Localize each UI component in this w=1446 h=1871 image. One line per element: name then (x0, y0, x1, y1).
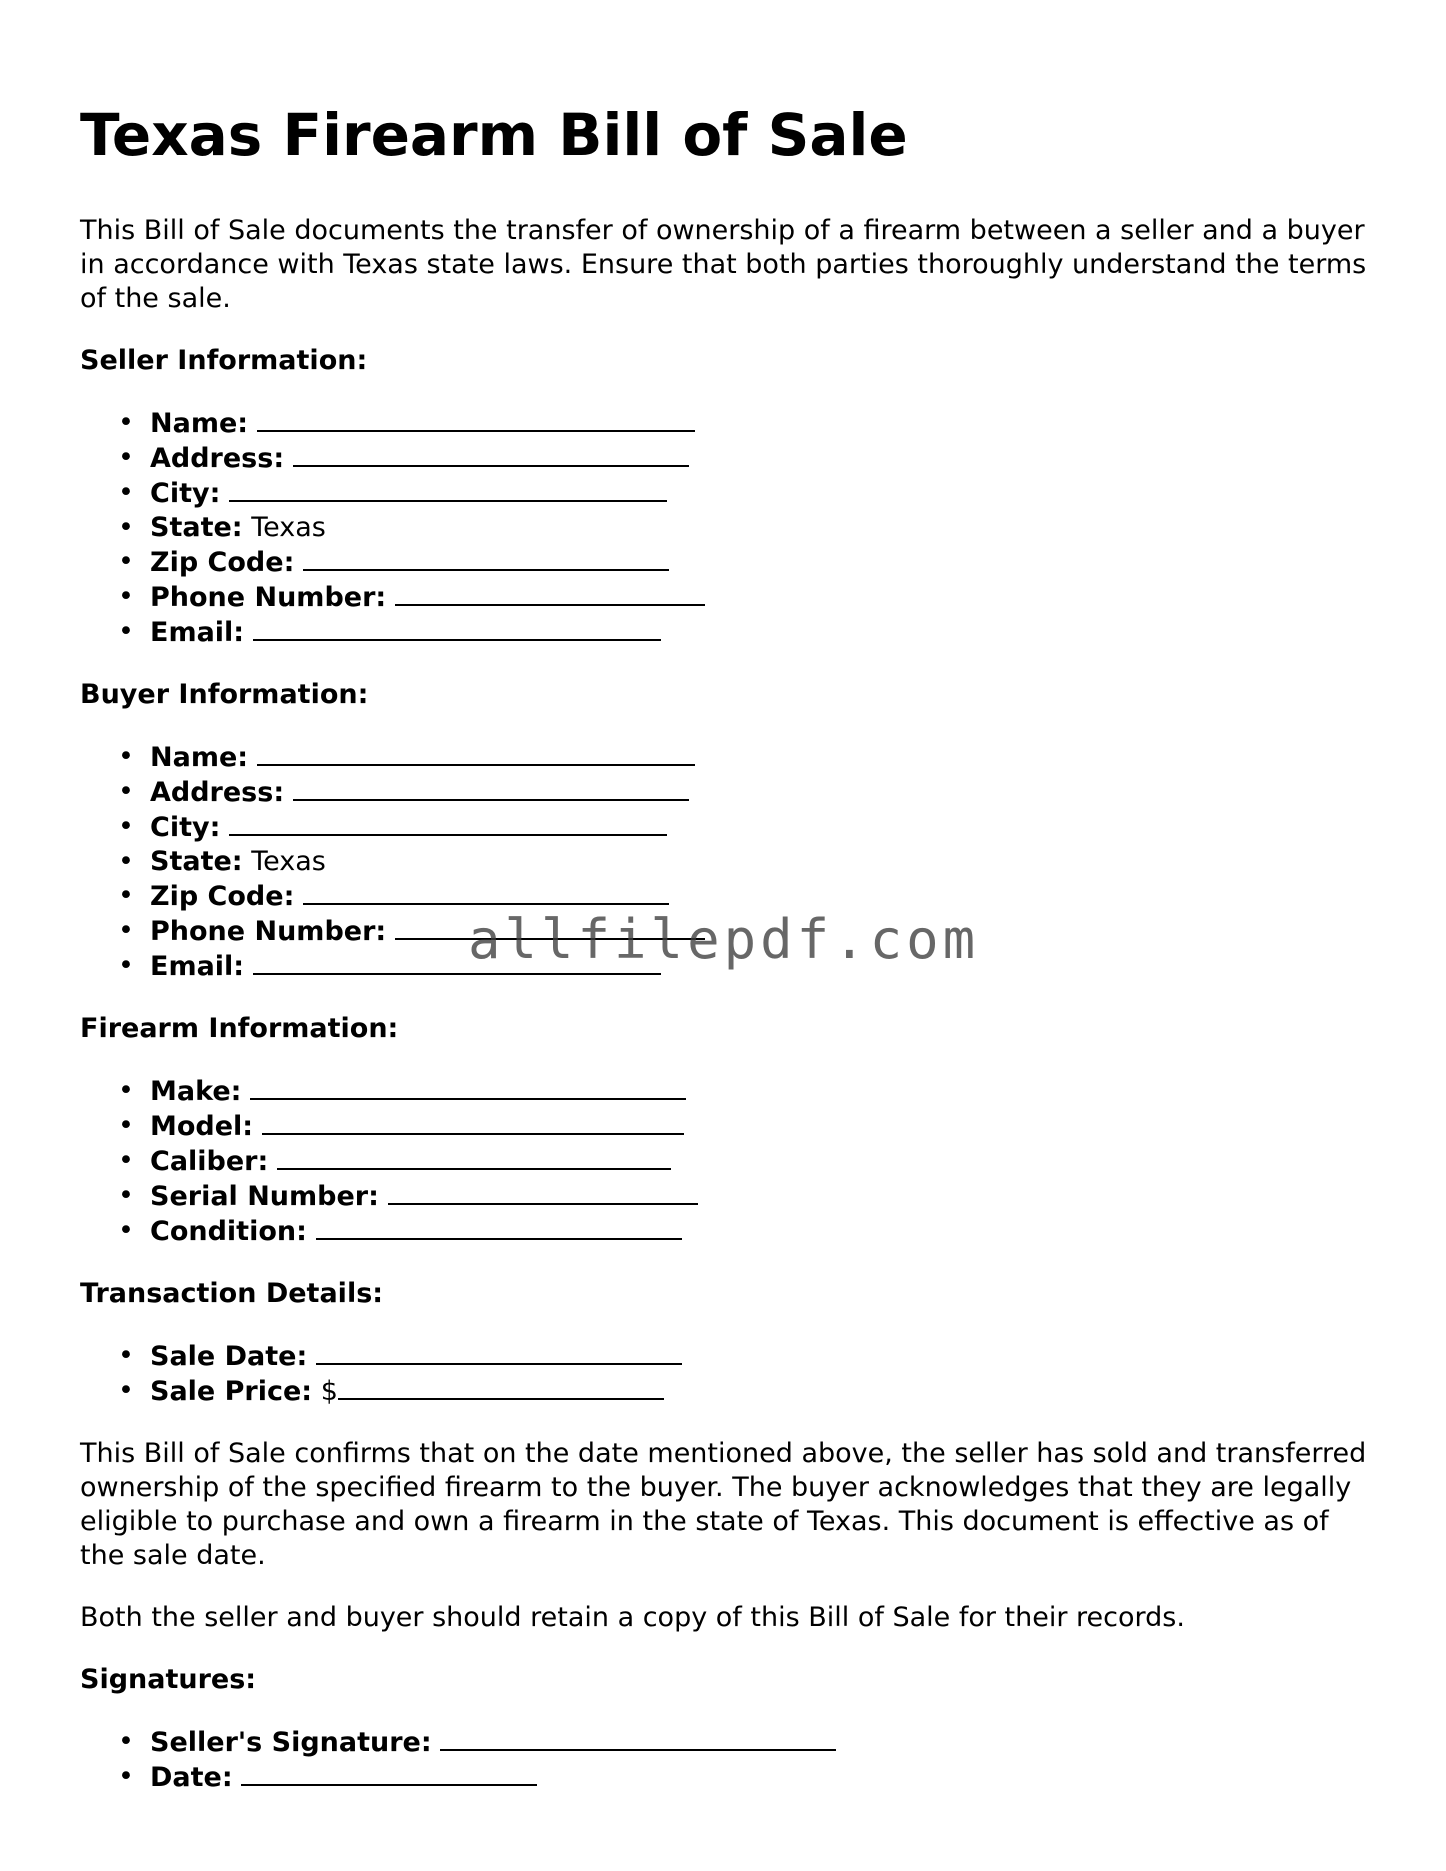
seller-phone-blank[interactable] (395, 580, 705, 606)
firearm-section-heading: Firearm Information: (80, 1013, 399, 1044)
seller-signature-blank[interactable] (440, 1725, 836, 1751)
confirmation-paragraph: This Bill of Sale confirms that on the date mentioned above, the seller has sold and transferred ownership of the specified firearm to the buyer. The buyer acknowledges that they are legally eligible to purchase and own a firearm in the state of Texas. This document is effective as of the sale date. (80, 1438, 1367, 1571)
signature-date-field: • Date: (150, 1760, 1380, 1795)
seller-city-blank[interactable] (229, 476, 667, 502)
buyer-email-field: • Email: (150, 949, 1380, 984)
seller-city-field: • City: (150, 476, 1380, 511)
firearm-serial-blank[interactable] (388, 1179, 698, 1205)
seller-zip-field: • Zip Code: (150, 545, 1380, 580)
watermark-text: allfilepdf.com (468, 908, 980, 971)
seller-phone-field: • Phone Number: (150, 580, 1380, 615)
firearm-caliber-blank[interactable] (277, 1144, 671, 1170)
buyer-address-blank[interactable] (293, 775, 689, 801)
firearm-fields (80, 1074, 1380, 1249)
sale-date-field: • Sale Date: (150, 1339, 1380, 1374)
seller-state-field: • State: Texas (150, 511, 1380, 545)
seller-fields (80, 406, 1380, 650)
seller-section-heading: Seller Information: (80, 345, 368, 376)
buyer-city-field: • City: (150, 810, 1380, 845)
seller-address-field: • Address: (150, 441, 1380, 476)
signatures-section-heading: Signatures: (80, 1664, 257, 1695)
buyer-name-blank[interactable] (257, 740, 695, 766)
firearm-model-field: • Model: (150, 1109, 1380, 1144)
signature-date-blank[interactable] (241, 1760, 537, 1786)
firearm-model-blank[interactable] (262, 1109, 684, 1135)
buyer-zip-blank[interactable] (303, 879, 669, 905)
currency-symbol: $ (320, 1376, 338, 1407)
signature-fields (80, 1725, 1380, 1795)
transaction-fields (80, 1339, 1380, 1409)
buyer-section-heading: Buyer Information: (80, 679, 369, 710)
firearm-make-field: • Make: (150, 1074, 1380, 1109)
buyer-address-field: • Address: (150, 775, 1380, 810)
document-title: Texas Firearm Bill of Sale (80, 101, 908, 169)
seller-state-value: Texas (251, 512, 326, 543)
seller-email-blank[interactable] (253, 615, 661, 641)
sale-price-blank[interactable] (338, 1374, 664, 1400)
sale-price-field: • Sale Price: $ (150, 1374, 1380, 1409)
seller-signature-field: • Seller's Signature: (150, 1725, 1380, 1760)
buyer-state-value: Texas (251, 846, 326, 877)
seller-name-blank[interactable] (257, 406, 695, 432)
sale-date-blank[interactable] (316, 1339, 682, 1365)
firearm-make-blank[interactable] (250, 1074, 686, 1100)
buyer-state-field: • State: Texas (150, 845, 1380, 879)
seller-email-field: • Email: (150, 615, 1380, 650)
buyer-zip-field: • Zip Code: (150, 879, 1380, 914)
retain-copy-paragraph: Both the seller and buyer should retain a copy of this Bill of Sale for their records. (80, 1602, 1185, 1633)
firearm-caliber-field: • Caliber: (150, 1144, 1380, 1179)
firearm-condition-blank[interactable] (316, 1214, 682, 1240)
seller-address-blank[interactable] (293, 441, 689, 467)
seller-zip-blank[interactable] (303, 545, 669, 571)
transaction-section-heading: Transaction Details: (80, 1278, 384, 1309)
buyer-city-blank[interactable] (229, 810, 667, 836)
buyer-phone-field: • Phone Number: (150, 914, 1380, 949)
firearm-condition-field: • Condition: (150, 1214, 1380, 1249)
intro-paragraph: This Bill of Sale documents the transfer of ownership of a firearm between a seller and a buyer in accordance with Texas state laws. Ensure that both parties thoroughly understand the terms of the sale. (80, 215, 1367, 314)
seller-name-field: • Name: (150, 406, 1380, 441)
buyer-name-field: • Name: (150, 740, 1380, 775)
firearm-serial-field: • Serial Number: (150, 1179, 1380, 1214)
